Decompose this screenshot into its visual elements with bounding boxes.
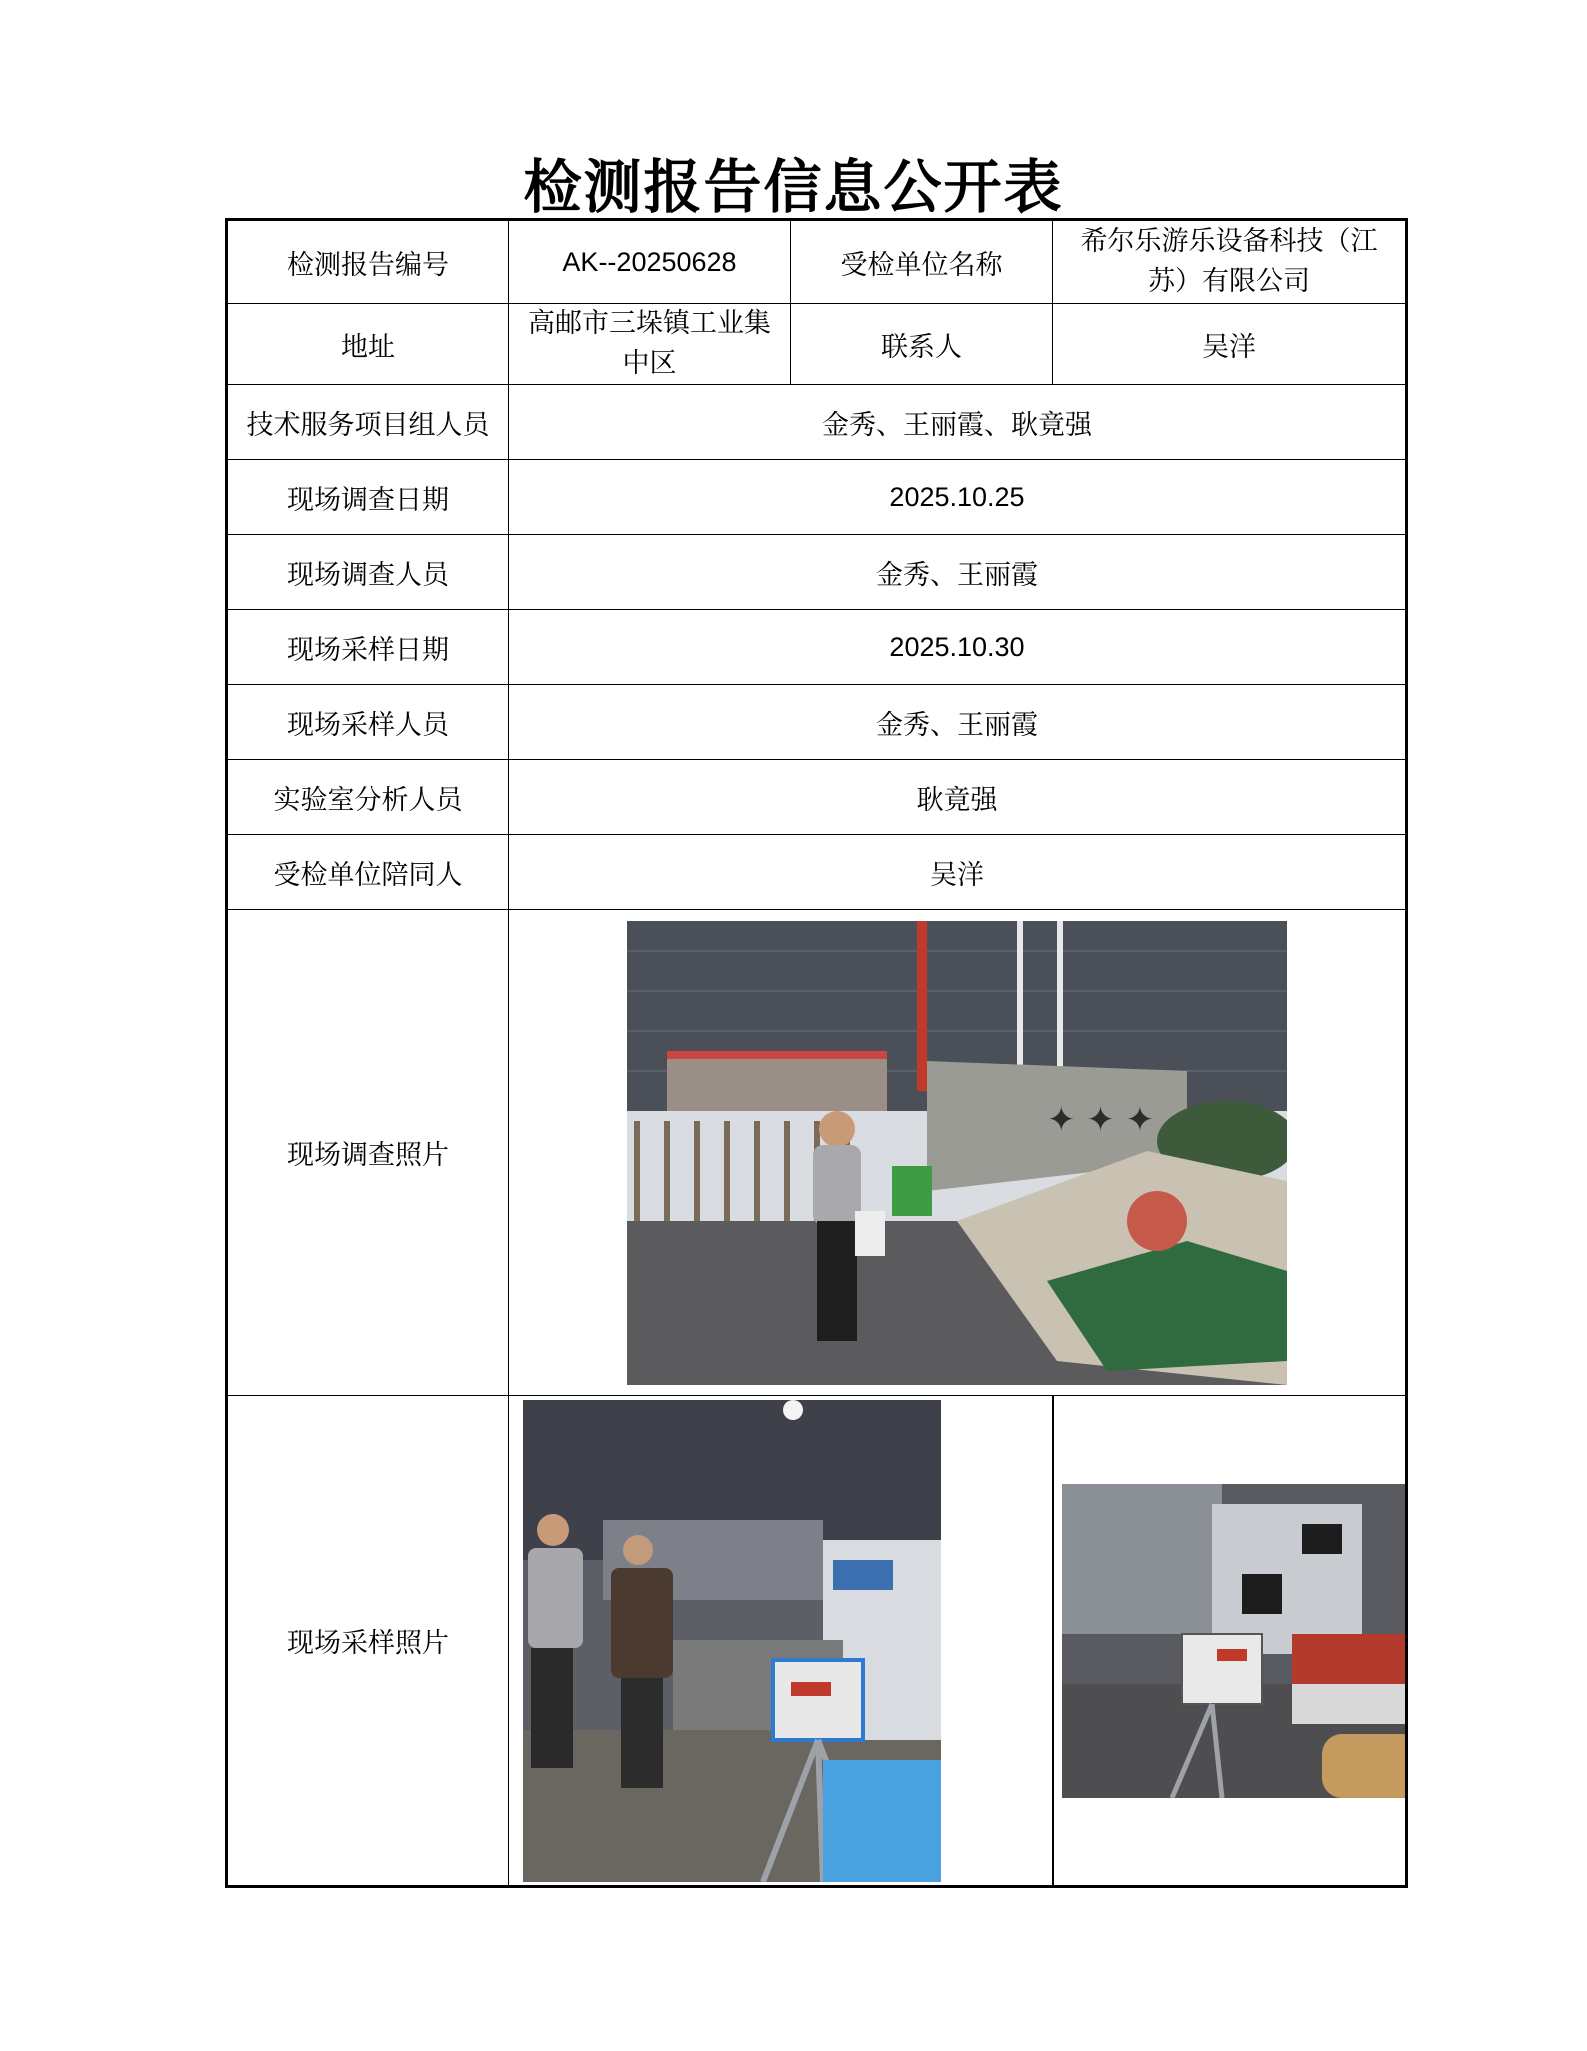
table-row <box>227 760 1407 835</box>
contact-label: 联系人 <box>791 304 1053 385</box>
sampling-staff-value: 金秀、王丽霞 <box>509 685 1407 760</box>
table-row <box>227 685 1407 760</box>
table-row <box>227 610 1407 685</box>
address-value: 高邮市三垛镇工业集中区 <box>509 304 791 385</box>
sampling-photo-cell-1 <box>509 1396 1053 1887</box>
table-row <box>227 910 1407 1396</box>
survey-date-label: 现场调查日期 <box>227 460 509 535</box>
survey-staff-value: 金秀、王丽霞 <box>509 535 1407 610</box>
svg-text:✦ ✦ ✦: ✦ ✦ ✦ <box>1047 1099 1155 1140</box>
address-label: 地址 <box>227 304 509 385</box>
team-value: 金秀、王丽霞、耿竟强 <box>509 385 1407 460</box>
survey-photo-label: 现场调查照片 <box>227 910 509 1396</box>
escort-label: 受检单位陪同人 <box>227 835 509 910</box>
table-row <box>227 385 1407 460</box>
table-row <box>227 835 1407 910</box>
report-no-label: 检测报告编号 <box>227 220 509 304</box>
table-row <box>227 460 1407 535</box>
sampling-date-label: 现场采样日期 <box>227 610 509 685</box>
lab-staff-label: 实验室分析人员 <box>227 760 509 835</box>
sampling-staff-label: 现场采样人员 <box>227 685 509 760</box>
sampling-photo-2 <box>1062 1484 1407 1798</box>
survey-photo-cell <box>509 910 1407 1396</box>
contact-value: 吴洋 <box>1053 304 1407 385</box>
survey-staff-label: 现场调查人员 <box>227 535 509 610</box>
table-row <box>227 304 1407 385</box>
survey-photo <box>627 921 1287 1385</box>
table-row <box>227 535 1407 610</box>
team-label: 技术服务项目组人员 <box>227 385 509 460</box>
sampling-photo-1 <box>523 1400 941 1882</box>
sampling-date-value: 2025.10.30 <box>509 610 1407 685</box>
unit-name-label: 受检单位名称 <box>791 220 1053 304</box>
table-row <box>227 1396 1407 1887</box>
escort-value: 吴洋 <box>509 835 1407 910</box>
page-title: 检测报告信息公开表 <box>523 153 1064 221</box>
report-no-value: AK--20250628 <box>509 220 791 304</box>
unit-name-value: 希尔乐游乐设备科技（江苏）有限公司 <box>1053 220 1407 304</box>
table-row <box>227 220 1407 304</box>
sampling-photo-cell-2 <box>1053 1396 1407 1887</box>
survey-date-value: 2025.10.25 <box>509 460 1407 535</box>
lab-staff-value: 耿竟强 <box>509 760 1407 835</box>
info-table <box>225 218 1408 1888</box>
sampling-photo-label: 现场采样照片 <box>227 1396 509 1887</box>
